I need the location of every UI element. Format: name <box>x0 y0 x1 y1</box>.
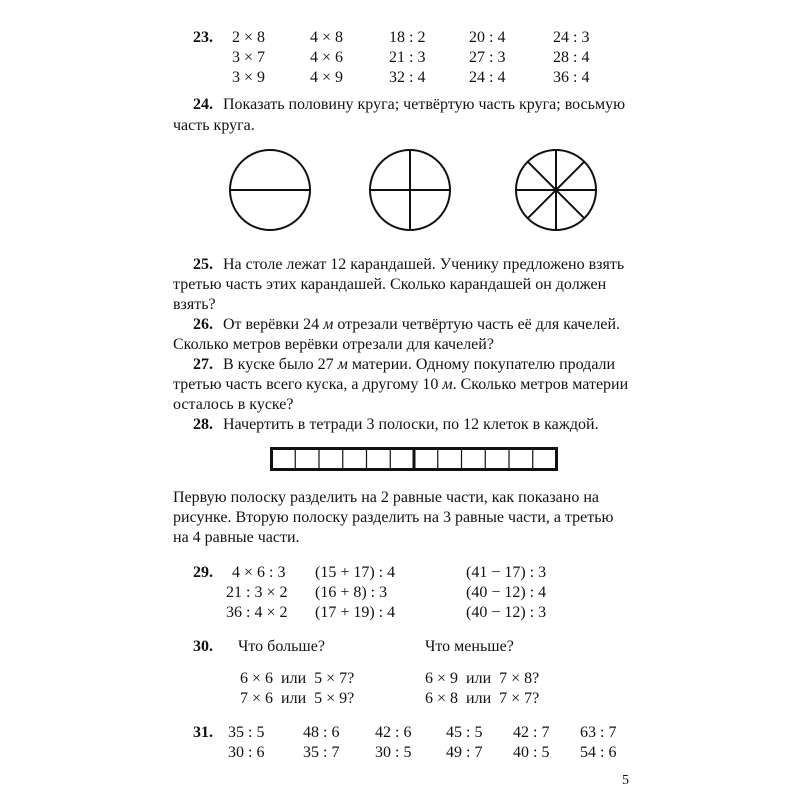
heading-more: Что больше? <box>238 638 325 655</box>
circle-halves <box>230 150 310 230</box>
expression: 36 : 4 × 2 <box>226 604 288 621</box>
text-fragment: отрезали четвёртую часть её для качелей. <box>337 316 621 333</box>
unit: м <box>442 376 453 393</box>
expression: 42 : 6 <box>375 724 412 741</box>
problem-text: взять? <box>173 296 216 313</box>
expression: 27 : 3 <box>469 49 506 66</box>
expression: (41 − 17) : 3 <box>466 564 547 581</box>
expression: 45 : 5 <box>446 724 483 741</box>
expression: 42 : 7 <box>513 724 550 741</box>
expression: 28 : 4 <box>553 49 590 66</box>
text-fragment: материи. Одному покупателю продали <box>351 356 616 373</box>
expression: 24 : 4 <box>469 69 506 86</box>
text-fragment: От верёвки 24 <box>223 316 320 333</box>
comparison: 6 × 8 или 7 × 7? <box>425 690 540 707</box>
expression: 49 : 7 <box>446 744 483 761</box>
expression: 18 : 2 <box>389 29 426 46</box>
problem-text: Первую полоску разделить на 2 равные части, как показано на <box>173 489 599 506</box>
expression: 36 : 4 <box>553 69 590 86</box>
expression: (15 + 17) : 4 <box>315 564 396 581</box>
expression: 3 × 9 <box>232 69 266 86</box>
expression: 35 : 5 <box>228 724 265 741</box>
strip-figure <box>270 447 560 473</box>
problem-number: 28. <box>193 416 213 433</box>
circle-eighths <box>516 150 596 230</box>
expression: 2 × 8 <box>232 29 266 46</box>
text-fragment: В куске было 27 <box>223 356 334 373</box>
problem-text: рисунке. Вторую полоску разделить на 3 равные части, а третью <box>173 509 614 526</box>
problem-number: 26. <box>193 316 213 333</box>
heading-less: Что меньше? <box>425 638 514 655</box>
expression: 20 : 4 <box>469 29 506 46</box>
expression: 21 : 3 <box>389 49 426 66</box>
problem-number: 31. <box>193 724 213 741</box>
expression: (17 + 19) : 4 <box>315 604 396 621</box>
problem-number: 27. <box>193 356 213 373</box>
problem-text: Сколько метров верёвки отрезали для качелей? <box>173 336 494 353</box>
problem-text <box>223 316 620 334</box>
expression: 4 × 6 <box>310 49 344 66</box>
expression: 54 : 6 <box>580 744 617 761</box>
problem-number: 23. <box>193 29 213 46</box>
problem-text <box>223 356 615 374</box>
expression: 63 : 7 <box>580 724 617 741</box>
expression: 4 × 9 <box>310 69 344 86</box>
circles-figure <box>220 145 610 245</box>
problem-number: 29. <box>193 564 213 581</box>
comparison: 6 × 6 или 5 × 7? <box>240 670 355 687</box>
text-fragment: . Сколько метров материи <box>452 376 629 393</box>
expression: (16 + 8) : 3 <box>315 584 388 601</box>
expression: 3 × 7 <box>232 49 266 66</box>
expression: 30 : 5 <box>375 744 412 761</box>
expression: 48 : 6 <box>303 724 340 741</box>
expression: 21 : 3 × 2 <box>226 584 288 601</box>
strip-cells <box>295 449 533 470</box>
problem-text: часть круга. <box>173 117 255 134</box>
comparison: 6 × 9 или 7 × 8? <box>425 670 540 687</box>
problem-text: осталось в куске? <box>173 396 294 413</box>
expression: 32 : 4 <box>389 69 426 86</box>
page-number: 5 <box>622 773 629 788</box>
unit: м <box>323 316 334 333</box>
problem-text: на 4 равные части. <box>173 529 300 546</box>
problem-text: третью часть этих карандашей. Сколько карандашей он должен <box>173 276 607 293</box>
expression: 40 : 5 <box>513 744 550 761</box>
unit: м <box>337 356 348 373</box>
problem-text: Начертить в тетради 3 полоски, по 12 клеток в каждой. <box>223 416 599 433</box>
problem-text: На столе лежат 12 карандашей. Ученику предложено взять <box>223 256 625 273</box>
expression: 24 : 3 <box>553 29 590 46</box>
text-fragment: третью часть всего куска, а другому 10 <box>173 376 439 393</box>
circle-quarters <box>370 150 450 230</box>
problem-text <box>173 376 628 394</box>
comparison: 7 × 6 или 5 × 9? <box>240 690 355 707</box>
problem-text: Показать половину круга; четвёртую часть круга; восьмую <box>223 96 626 113</box>
problem-number: 30. <box>193 638 213 655</box>
expression: (40 − 12) : 3 <box>466 604 547 621</box>
expression: 30 : 6 <box>228 744 265 761</box>
expression: 4 × 6 : 3 <box>232 564 286 581</box>
expression: (40 − 12) : 4 <box>466 584 547 601</box>
problem-number: 24. <box>193 96 213 113</box>
problem-number: 25. <box>193 256 213 273</box>
expression: 35 : 7 <box>303 744 340 761</box>
expression: 4 × 8 <box>310 29 344 46</box>
